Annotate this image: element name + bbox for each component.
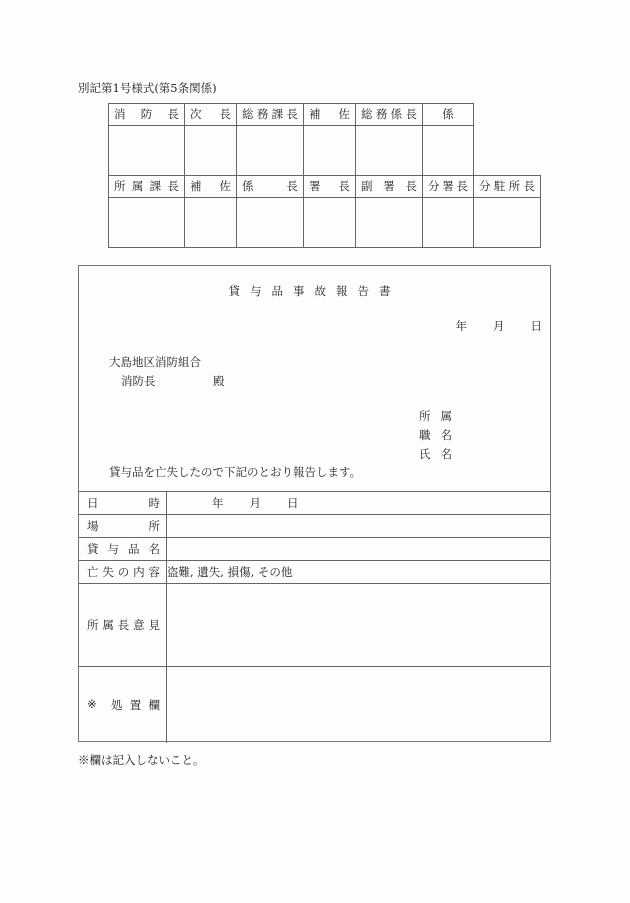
approval-top-header-row [109, 104, 541, 126]
report-date[interactable] [456, 318, 543, 334]
stamp-box[interactable] [304, 126, 356, 176]
stamp-box[interactable] [423, 126, 474, 176]
row-disposition [79, 667, 550, 743]
approval-cell-general-affairs-section-chief: 総 務 課 長 [237, 104, 304, 126]
stamp-box[interactable] [109, 126, 185, 176]
intro-text: 貸与品を亡失したので下記のとおり報告します。 [109, 465, 362, 479]
approval-cell-assistant: 補 佐 [304, 104, 356, 126]
footnote: ※欄は記入しないこと。 [78, 753, 205, 767]
signature-field-department[interactable]: 所属 [419, 409, 462, 423]
approval-stamp-table [108, 103, 541, 248]
approval-cell-general-affairs-unit-chief: 総 務 係 長 [356, 104, 423, 126]
addressee-organization: 大島地区消防組合 [109, 355, 201, 369]
label-item-name: 貸 与 品 名 [87, 542, 160, 556]
approval-top-stamp-row [109, 126, 541, 176]
row-datetime [79, 492, 550, 515]
stamp-box[interactable] [356, 126, 423, 176]
row-item-name [79, 538, 550, 561]
stamp-box[interactable] [304, 198, 356, 248]
date-year: 年 [455, 319, 467, 333]
approval-cell-department-section-chief: 所 属 課 長 [109, 176, 185, 198]
input-disposition[interactable] [167, 667, 551, 743]
input-loss-type[interactable]: 盗難, 遺失, 損傷, その他 [167, 561, 551, 584]
label-supervisor-opinion: 所 属 長 意 見 [87, 618, 160, 632]
approval-cell-deputy-chief: 次 長 [185, 104, 237, 126]
signature-field-position[interactable]: 職名 [419, 428, 462, 442]
report-title: 貸与品事故報告書 [228, 284, 401, 298]
approval-cell-branch-station-chief: 分 署 長 [423, 176, 474, 198]
stamp-box[interactable] [237, 126, 304, 176]
approval-cell-station-chief: 署 長 [304, 176, 356, 198]
input-location[interactable] [167, 515, 551, 538]
stamp-box[interactable] [356, 198, 423, 248]
row-location [79, 515, 550, 538]
input-datetime[interactable]: 年 月 日 [167, 492, 551, 515]
approval-cell-fire-chief [109, 104, 185, 126]
row-supervisor-opinion [79, 584, 550, 667]
approval-cell-deputy-station-chief: 副 署 長 [356, 176, 423, 198]
form-identifier: 別記第1号様式(第5条関係) [78, 81, 217, 95]
input-supervisor-opinion[interactable] [167, 584, 551, 667]
label-datetime: 日 時 [87, 496, 160, 510]
addressee-title: 消防長 [121, 374, 156, 388]
approval-cell-staff: 係 [423, 104, 474, 126]
report-details-table [79, 491, 550, 743]
stamp-box[interactable] [237, 198, 304, 248]
label-disposition: ※ 処 置 欄 [87, 696, 160, 712]
row-loss-type [79, 561, 550, 584]
signature-field-name[interactable]: 氏名 [419, 447, 462, 461]
approval-bottom-header-row [109, 176, 541, 198]
label-loss-type: 亡 失 の 内 容 [87, 565, 160, 579]
approval-label: 消 防 長 [114, 107, 179, 121]
report-form [78, 265, 551, 742]
stamp-box[interactable] [109, 198, 185, 248]
approval-cell-unit-chief: 係 長 [237, 176, 304, 198]
honorific: 殿 [213, 374, 225, 388]
approval-cell-substation-chief: 分 駐 所 長 [474, 176, 541, 198]
stamp-box[interactable] [185, 126, 237, 176]
input-item-name[interactable] [167, 538, 551, 561]
approval-cell-assistant-2: 補 佐 [185, 176, 237, 198]
date-month: 月 [493, 319, 505, 333]
stamp-box[interactable] [474, 198, 541, 248]
label-location: 場 所 [87, 519, 160, 533]
stamp-box[interactable] [185, 198, 237, 248]
stamp-box[interactable] [423, 198, 474, 248]
date-day: 日 [530, 319, 542, 333]
approval-bottom-stamp-row [109, 198, 541, 248]
